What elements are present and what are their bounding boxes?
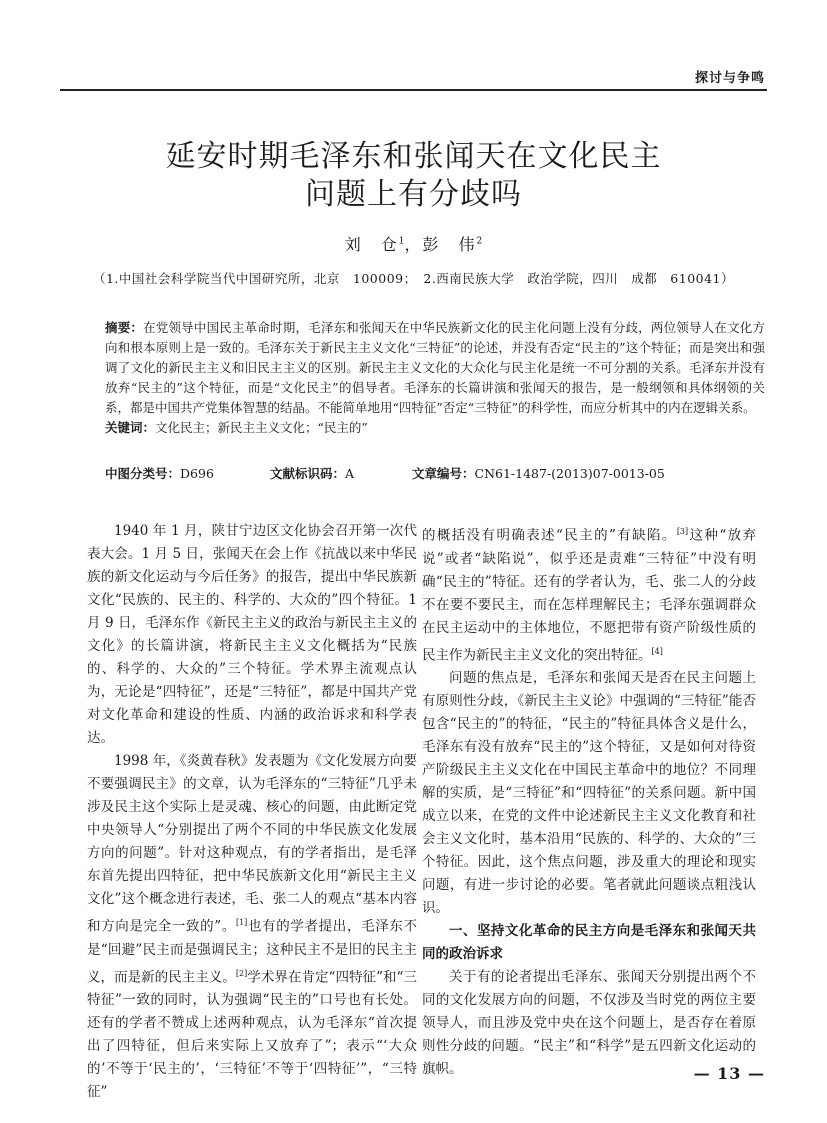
page-number: — 13 — — [693, 1064, 765, 1083]
affiliations: （1.中国社会科学院当代中国研究所，北京 100009； 2.西南民族大学 政治学院，四川 成都 610041） — [92, 271, 735, 286]
text-run: 1998 年，《炎黄春秋》发表题为《文化发展方向要不要强调民主》的文章，认为毛泽东的“三特征”几乎未涉及民主这个实际上是灵魂、核心的问题，由此断定党中央领导人“分别提出了两个不同的中华民族文化发展方向的问题”。针对这种观点，有的学者指出，是毛泽东首先提出四特征，把中华民族新文化用“新民主主义文化”这个概念进行表述，毛、张二人的观点“基本内容和方向是完全一致的”。 — [87, 753, 417, 935]
text-run: 的概括没有明确表述“民主的”有缺陷。 — [422, 527, 677, 544]
body-paragraph: 关于有的论者提出毛泽东、张闻天分别提出两个不同的文化发展方向的问题，不仅涉及当时党的两位主要领导人，而且涉及党中央在这个问题上，是否存在着原则性分歧的问题。“民主”和“科学”是五四新文化运动的旗帜。 — [422, 969, 756, 1077]
body-paragraph — [87, 750, 417, 1104]
author-separator: ， — [404, 235, 423, 254]
keywords-text: 文化民主；新民主主义文化；“民主的” — [155, 420, 368, 435]
title-line-1: 延安时期毛泽东和张闻天在文化民主 — [165, 139, 662, 174]
clc-label: 中图分类号： — [105, 466, 181, 481]
document-code — [270, 464, 354, 482]
body-paragraph: 1940 年 1 月，陕甘宁边区文化协会召开第一次代表大会。1 月 5 日，张闻天在会上作《抗战以来中华民族的新文化运动与今后任务》的报告，提出中华民族新文化“民族的、民主的、科学的、大众的”四个特征。1 月 9 日，毛泽东作《新民主主义的政治与新民主主义的文化》的长篇讲演，将新民主主义文化概括为“民族的、科学的、大众的”三个特征。学术界主流观点认为，无论是“四特征”，还是“三特征”，都是中国共产党对文化革命和建设的性质、内涵的政治诉求和科学表达。 — [87, 523, 417, 746]
author-2: 彭 伟 — [422, 235, 477, 254]
citation[interactable]: [3] — [676, 527, 689, 536]
keywords — [105, 418, 765, 438]
clc-code — [105, 464, 214, 482]
abstract — [105, 318, 765, 418]
clc-value: D696 — [180, 466, 214, 481]
doc-label: 文献标识码： — [270, 466, 346, 481]
doc-value: A — [345, 466, 355, 481]
text-run: 学术界在肯定“四特征”和“三特征”一致的同时，认为强调“民主的”口号也有长处。还有的学者不赞成上述两种观点，认为毛泽东“首次提出了四特征，但后来实际上又放弃了”；表示“‘大众的’不等于‘民主的’，‘三特征’不等于‘四特征’”，“三特征” — [87, 969, 417, 1100]
keywords-label: 关键词： — [105, 420, 156, 435]
title-line-2: 问题上有分歧吗 — [305, 177, 522, 212]
author-1: 刘 仓 — [344, 235, 399, 254]
article-value: CN61-1487-(2013)07-0013-05 — [474, 466, 665, 481]
citation[interactable]: [2] — [235, 968, 248, 978]
citation[interactable]: [1] — [235, 918, 248, 927]
header-rule — [60, 89, 767, 91]
body-paragraph — [422, 520, 756, 667]
citation[interactable]: [4] — [651, 646, 663, 656]
section-heading: 一、坚持文化革命的民主方向是毛泽东和张闻天共同的政治诉求 — [422, 923, 756, 962]
text-run: 也有的学者提出，毛泽东不是“回避”民主而是强调民主；这种民主不是旧的民主主义，而是新的民主主义。 — [87, 918, 418, 985]
abstract-block — [105, 318, 765, 438]
body-paragraph: 问题的焦点是，毛泽东和张闻天是否在民主问题上有原则性分歧，《新民主主义论》中强调的“三特征”能否包含“民主的”的特征，“民主的”特征具体含义是什么，毛泽东有没有放弃“民主的”这个特征，又是如何对待资产阶级民主主义文化在中国民主革命中的地位？不同理解的实质，是“三特征”和“四特征”的关系问题。新中国成立以来，在党的文件中论述新民主主义文化教育和社会主义文化时，基本沿用“民族的、科学的、大众的”三个特征。因此，这个焦点问题，涉及重大的理论和现实问题，有进一步讨论的必要。笔者就此问题谈点粗浅认识。 — [422, 670, 756, 916]
text-run: 这种“放弃说”或者“缺陷说”，似乎还是责难“三特征”中没有明确“民主的”特征。还有的学者认为，毛、张二人的分歧不在要不要民主，而在怎样理解民主；毛泽东强调群众在民主运动中的主体地位，不愿把带有资产阶级性质的民主作为新民主主义文化的突出特征。 — [422, 527, 757, 663]
section-tag: 探讨与争鸣 — [694, 71, 765, 86]
authors — [0, 232, 827, 255]
article-label: 文章编号： — [412, 466, 475, 481]
author-2-affil: 2 — [476, 236, 483, 247]
abstract-text: 在党领导中国民主革命时期，毛泽东和张闻天在中华民族新文化的民主化问题上没有分歧，两位领导人在文化方向和根本原则上是一致的。毛泽东关于新民主主义文化“三特征”的论述，并没有否定“民主的”这个特征；而是突出和强调了文化的新民主主义和旧民主主义的区别。新民主主义文化的大众化与民主化是统一不可分割的关系。毛泽东并没有放弃“民主的”这个特征，而是“文化民主”的倡导者。毛泽东的长篇讲演和张闻天的报告，是一般纲领和具体纲领的关系，都是中国共产党集体智慧的结晶。不能简单地用“四特征”否定“三特征”的科学性，而应分析其中的内在逻辑关系。 — [105, 320, 765, 415]
article-title — [0, 138, 827, 214]
article-number — [412, 464, 665, 482]
body-column-right — [422, 520, 756, 1081]
abstract-label: 摘要： — [105, 320, 144, 335]
author-1-affil: 1 — [398, 236, 405, 247]
body-column-left — [87, 520, 417, 1104]
